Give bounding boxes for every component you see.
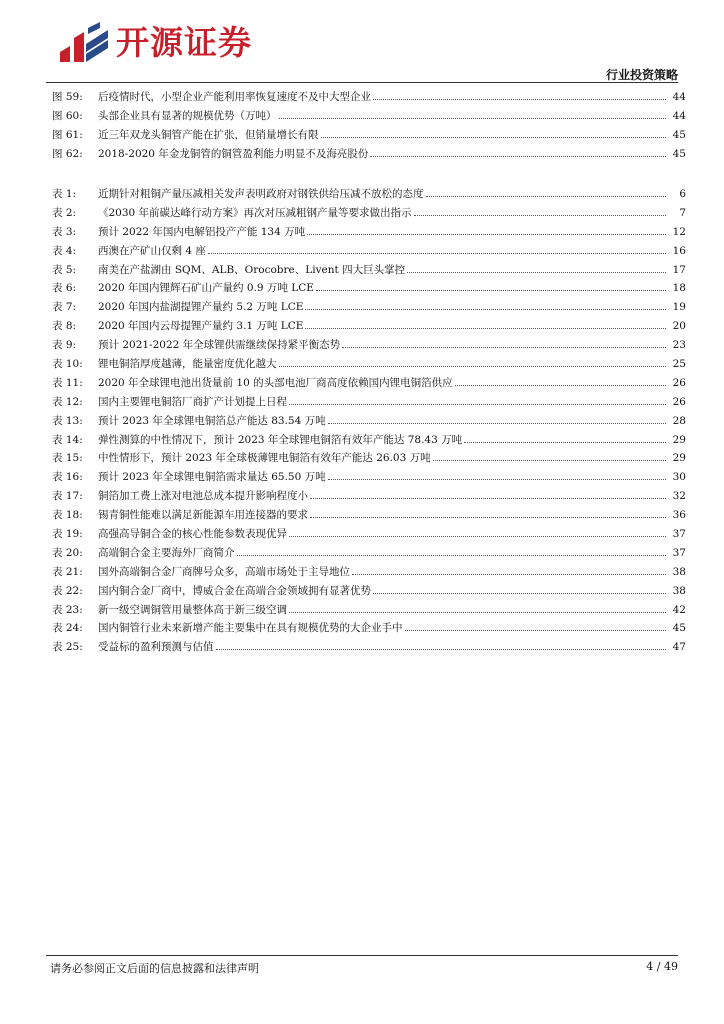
toc-entry-label: 表 12: bbox=[52, 395, 83, 408]
toc-entry[interactable] bbox=[52, 127, 686, 146]
toc-entry-page: 42 bbox=[672, 603, 686, 616]
toc-leader-dots bbox=[405, 622, 667, 631]
toc-entry-title: 预计 2023 年全球锂电铜箔需求量达 65.50 万吨 bbox=[98, 471, 326, 484]
toc-entry[interactable] bbox=[52, 262, 686, 281]
footer-divider bbox=[46, 955, 678, 956]
toc-entry-page: 18 bbox=[672, 282, 686, 295]
toc-entry-title: 南美在产盐湖由 SQM、ALB、Orocobre、Livent 四大巨头掌控 bbox=[98, 263, 406, 276]
toc-entry[interactable] bbox=[52, 469, 686, 488]
toc-entry-title: 《2030 年前碳达峰行动方案》再次对压减粗钢产量等要求做出指示 bbox=[98, 206, 412, 219]
toc-entry-label: 表 14: bbox=[52, 433, 83, 446]
toc-leader-dots bbox=[342, 339, 666, 348]
toc-leader-dots bbox=[464, 434, 666, 443]
toc-entry-page: 45 bbox=[672, 622, 686, 635]
toc-entry-label: 表 2: bbox=[52, 206, 77, 219]
toc-entry-page: 30 bbox=[672, 471, 686, 484]
toc-entry-page: 38 bbox=[672, 584, 686, 597]
toc-entry-title: 国内主要锂电铜箔厂商扩产计划提上日程 bbox=[98, 395, 287, 408]
toc-entry-title: 高强高导铜合金的核心性能参数表现优异 bbox=[98, 528, 287, 541]
footer-disclaimer: 请务必参阅正文后面的信息披露和法律声明 bbox=[50, 962, 259, 975]
toc-leader-dots bbox=[373, 585, 666, 594]
toc-entry-title: 2020 年国内锂辉石矿山产量约 0.9 万吨 LCE bbox=[98, 282, 314, 295]
toc-entry-label: 表 4: bbox=[52, 244, 77, 257]
toc-entry[interactable] bbox=[52, 526, 686, 545]
toc-entry-label: 表 21: bbox=[52, 565, 83, 578]
toc-entry[interactable] bbox=[52, 639, 686, 658]
toc-entry-label: 表 1: bbox=[52, 188, 77, 200]
toc-entry-label: 表 7: bbox=[52, 301, 77, 314]
toc-entry-page: 20 bbox=[672, 320, 686, 333]
toc-entry-label: 表 10: bbox=[52, 358, 83, 371]
toc-leader-dots bbox=[455, 377, 666, 386]
toc-leader-dots bbox=[289, 604, 666, 613]
toc-leader-dots bbox=[433, 452, 666, 461]
toc-entry[interactable] bbox=[52, 318, 686, 337]
toc-entry[interactable] bbox=[52, 432, 686, 451]
table-list bbox=[52, 186, 686, 658]
report-category: 行业投资策略 bbox=[605, 68, 678, 82]
toc-entry[interactable] bbox=[52, 224, 686, 243]
toc-leader-dots bbox=[352, 566, 666, 575]
toc-entry-title: 国内铜合金厂商中，博威合金在高端合金领域拥有显著优势 bbox=[98, 584, 371, 597]
toc-entry[interactable] bbox=[52, 507, 686, 526]
toc-entry-title: 预计 2023 年全球锂电铜箔总产能达 83.54 万吨 bbox=[98, 414, 326, 427]
toc-entry-title: 2020 年国内盐湖提锂产量约 5.2 万吨 LCE bbox=[98, 301, 304, 314]
toc-entry-label: 表 16: bbox=[52, 471, 83, 484]
toc-entry-title: 2020 年全球锂电池出货量前 10 的头部电池厂商高度依赖国内锂电铜箔供应 bbox=[98, 376, 453, 389]
toc-entry[interactable] bbox=[52, 280, 686, 299]
toc-entry-label: 表 23: bbox=[52, 603, 83, 616]
toc-entry-label: 表 11: bbox=[52, 376, 83, 389]
toc-entry[interactable] bbox=[52, 564, 686, 583]
toc-entry[interactable] bbox=[52, 108, 686, 127]
toc-entry-page: 44 bbox=[672, 91, 686, 103]
toc-entry-title: 后疫情时代，小型企业产能利用率恢复速度不及中大型企业 bbox=[98, 91, 371, 103]
toc-entry-title: 预计 2021-2022 年全球锂供需继续保持紧平衡态势 bbox=[98, 339, 341, 352]
toc-entry-page: 45 bbox=[672, 128, 686, 141]
toc-leader-dots bbox=[316, 282, 666, 291]
toc-leader-dots bbox=[370, 148, 666, 157]
toc-entry-title: 西澳在产矿山仅剩 4 座 bbox=[98, 244, 206, 257]
toc-leader-dots bbox=[289, 528, 666, 537]
toc-entry[interactable] bbox=[52, 602, 686, 621]
toc-leader-dots bbox=[216, 641, 667, 650]
toc-entry-title: 近期针对粗铜产量压减相关发声表明政府对钢铁供给压减不放松的态度 bbox=[98, 188, 424, 200]
toc-entry[interactable] bbox=[52, 545, 686, 564]
toc-entry-label: 表 8: bbox=[52, 320, 77, 333]
toc-leader-dots bbox=[279, 358, 667, 367]
toc-entry[interactable] bbox=[52, 620, 686, 639]
toc-entry-page: 37 bbox=[672, 528, 686, 541]
toc-entry[interactable] bbox=[52, 413, 686, 432]
toc-entry-title: 受益标的盈利预测与估值 bbox=[98, 641, 214, 654]
toc-entry-page: 36 bbox=[672, 509, 686, 522]
toc-entry-label: 表 25: bbox=[52, 641, 83, 654]
toc-entry-page: 26 bbox=[672, 376, 686, 389]
toc-leader-dots bbox=[373, 91, 666, 100]
toc-entry-label: 表 15: bbox=[52, 452, 83, 465]
toc-entry-page: 29 bbox=[672, 452, 686, 465]
toc-entry-page: 26 bbox=[672, 395, 686, 408]
toc-entry-title: 铜箔加工费上涨对电池总成本提升影响程度小 bbox=[98, 490, 308, 503]
toc-entry-label: 表 6: bbox=[52, 282, 77, 295]
toc-entry[interactable] bbox=[52, 337, 686, 356]
toc-leader-dots bbox=[328, 471, 666, 480]
toc-entry[interactable] bbox=[52, 299, 686, 318]
toc-entry-title: 锂电铜箔厚度越薄，能量密度优化越大 bbox=[98, 358, 277, 371]
toc-leader-dots bbox=[407, 264, 666, 273]
toc-leader-dots bbox=[328, 415, 666, 424]
toc-leader-dots bbox=[307, 226, 666, 235]
toc-entry-page: 44 bbox=[672, 109, 686, 122]
toc-entry-page: 7 bbox=[679, 206, 686, 219]
toc-entry-label: 表 22: bbox=[52, 584, 83, 597]
toc-entry-page: 29 bbox=[672, 433, 686, 446]
toc-entry[interactable] bbox=[52, 243, 686, 262]
toc-entry-label: 表 13: bbox=[52, 414, 83, 427]
toc-entry-label: 表 5: bbox=[52, 263, 77, 276]
toc-entry-page: 16 bbox=[672, 244, 686, 257]
toc-entry-label: 图 59: bbox=[52, 91, 83, 103]
toc-entry-page: 23 bbox=[672, 339, 686, 352]
toc-entry-title: 近三年双龙头铜管产能在扩张，但销量增长有限 bbox=[98, 128, 319, 141]
toc-entry-title: 锡青铜性能难以满足新能源车用连接器的要求 bbox=[98, 509, 308, 522]
toc-entry-label: 表 20: bbox=[52, 546, 83, 559]
toc-entry-page: 12 bbox=[672, 225, 686, 238]
toc-entry-label: 表 18: bbox=[52, 509, 83, 522]
toc-entry-title: 国外高端铜合金厂商牌号众多，高端市场处于主导地位 bbox=[98, 565, 350, 578]
toc-entry-page: 19 bbox=[672, 301, 686, 314]
toc-entry-label: 表 17: bbox=[52, 490, 83, 503]
toc-entry-title: 国内铜管行业未来新增产能主要集中在具有规模优势的大企业手中 bbox=[98, 622, 403, 635]
toc-entry-title: 新一级空调铜管用量整体高于新三级空调 bbox=[98, 603, 287, 616]
toc-entry-page: 47 bbox=[672, 641, 686, 654]
toc-leader-dots bbox=[289, 396, 666, 405]
toc-leader-dots bbox=[237, 547, 667, 556]
toc-entry-page: 6 bbox=[679, 188, 686, 200]
toc-entry-label: 表 24: bbox=[52, 622, 83, 635]
toc-leader-dots bbox=[305, 301, 666, 310]
toc-entry-label: 图 62: bbox=[52, 147, 83, 160]
toc-entry-label: 图 60: bbox=[52, 109, 83, 122]
toc-entry-title: 头部企业具有显著的规模优势（万吨） bbox=[98, 109, 277, 122]
toc-entry[interactable] bbox=[52, 205, 686, 224]
toc-entry[interactable] bbox=[52, 488, 686, 507]
toc-entry-page: 45 bbox=[672, 147, 686, 160]
toc-entry[interactable] bbox=[52, 89, 686, 108]
toc-leader-dots bbox=[321, 129, 667, 138]
toc-entry-page: 25 bbox=[672, 358, 686, 371]
page-number: 4 / 49 bbox=[646, 960, 678, 973]
toc-entry-page: 38 bbox=[672, 565, 686, 578]
toc-entry-label: 表 3: bbox=[52, 225, 77, 238]
toc-entry[interactable] bbox=[52, 375, 686, 394]
toc-entry-title: 高端铜合金主要海外厂商简介 bbox=[98, 546, 235, 559]
toc-leader-dots bbox=[426, 188, 667, 197]
toc-entry-page: 17 bbox=[672, 263, 686, 276]
toc-entry[interactable] bbox=[52, 394, 686, 413]
toc-leader-dots bbox=[305, 320, 666, 329]
toc-entry-label: 图 61: bbox=[52, 128, 83, 141]
toc-leader-dots bbox=[208, 245, 666, 254]
toc-entry-title: 弹性测算的中性情况下，预计 2023 年全球锂电铜箔有效年产能达 78.43 万吨 bbox=[98, 433, 463, 446]
toc-entry-title: 2018-2020 年金龙铜管的铜管盈利能力明显不及海亮股份 bbox=[98, 147, 369, 160]
toc-entry[interactable] bbox=[52, 583, 686, 602]
toc-leader-dots bbox=[414, 207, 666, 216]
toc-entry-label: 表 9: bbox=[52, 339, 77, 352]
toc-entry-page: 37 bbox=[672, 546, 686, 559]
toc-entry[interactable] bbox=[52, 186, 686, 205]
toc-leader-dots bbox=[310, 490, 666, 499]
brand-name: 开源证券 bbox=[116, 23, 252, 62]
header-divider bbox=[46, 82, 678, 83]
toc-leader-dots bbox=[279, 110, 667, 119]
toc-entry[interactable] bbox=[52, 356, 686, 375]
toc-leader-dots bbox=[310, 509, 666, 518]
toc-entry[interactable] bbox=[52, 146, 686, 165]
figure-list bbox=[52, 89, 686, 165]
toc-entry-page: 28 bbox=[672, 414, 686, 427]
toc-entry-label: 表 19: bbox=[52, 528, 83, 541]
page-header bbox=[0, 0, 724, 80]
toc-entry[interactable] bbox=[52, 450, 686, 469]
toc-entry-title: 中性情形下，预计 2023 年全球极薄锂电铜箔有效年产能达 26.03 万吨 bbox=[98, 452, 431, 465]
toc-entry-page: 32 bbox=[672, 490, 686, 503]
toc-entry-title: 预计 2022 年国内电解铝投产产能 134 万吨 bbox=[98, 225, 306, 238]
brand-logo-icon bbox=[56, 22, 112, 66]
toc-entry-title: 2020 年国内云母提锂产量约 3.1 万吨 LCE bbox=[98, 320, 304, 333]
